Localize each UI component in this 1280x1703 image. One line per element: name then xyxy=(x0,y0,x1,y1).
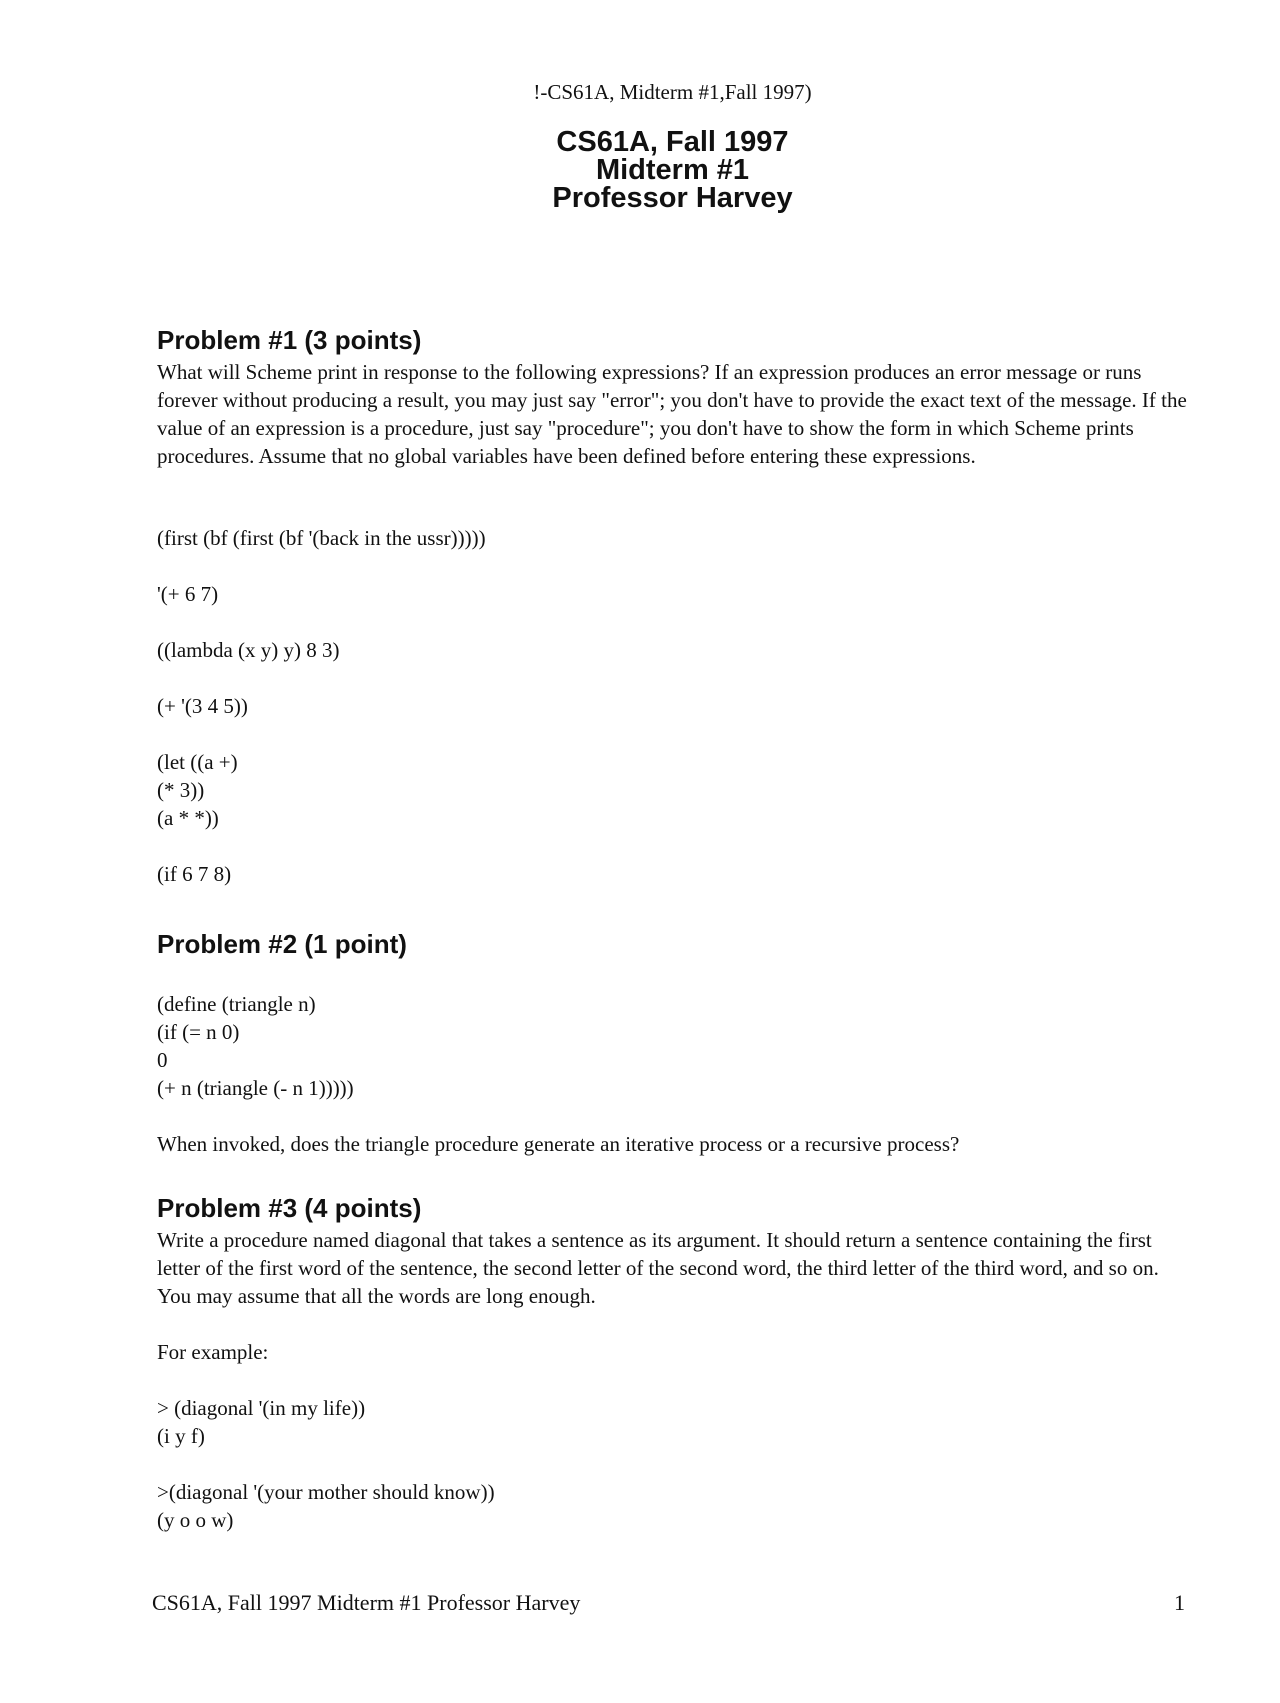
problem2-code-line: (if (= n 0) xyxy=(157,1020,240,1044)
problem2-code-line: 0 xyxy=(157,1048,168,1072)
problem1-heading: Problem #1 (3 points) xyxy=(157,325,422,355)
problem3-heading: Problem #3 (4 points) xyxy=(157,1193,422,1223)
problem2-code-line: (define (triangle n) xyxy=(157,992,316,1016)
problem3-example-line: (i y f) xyxy=(157,1424,205,1448)
title-course: CS61A, Fall 1997 xyxy=(556,126,789,158)
problem3-example-line: (y o o w) xyxy=(157,1508,234,1532)
problem2-heading: Problem #2 (1 point) xyxy=(157,929,407,959)
footer-text: CS61A, Fall 1997 Midterm #1 Professor Harvey xyxy=(152,1590,581,1615)
problem1-expression: (a * *)) xyxy=(157,806,219,830)
problem1-expression: (* 3)) xyxy=(157,778,205,802)
problem1-expression: ((lambda (x y) y) 8 3) xyxy=(157,638,340,662)
page-number: 1 xyxy=(1174,1590,1185,1615)
problem1-expression: (+ '(3 4 5)) xyxy=(157,694,248,718)
problem1-expression: '(+ 6 7) xyxy=(157,582,219,606)
problem3-example-line: >(diagonal '(your mother should know)) xyxy=(157,1480,495,1504)
problem2-question: When invoked, does the triangle procedure generate an iterative process or a recursive process? xyxy=(157,1132,960,1156)
problem1-expression: (first (bf (first (bf '(back in the ussr))))) xyxy=(157,526,486,550)
problem1-instructions: What will Scheme print in response to the following expressions? If an expression produces an error message or runs forever without producing a result, you may just say "error"; you don't have to provide the exact text of the message. If the value of an expression is a procedure, just say "procedure"; you don't have to show the form in which Scheme prints procedures. Assume that no global variables have been defined before entering these expressions. xyxy=(157,360,1187,468)
problem2-code-line: (+ n (triangle (- n 1))))) xyxy=(157,1076,354,1100)
title-exam: Midterm #1 xyxy=(595,154,750,186)
problem1-expression: (if 6 7 8) xyxy=(157,862,232,886)
problem1-expression: (let ((a +) xyxy=(157,750,238,774)
problem3-example-label: For example: xyxy=(157,1340,269,1364)
problem3-example-line: > (diagonal '(in my life)) xyxy=(157,1396,366,1420)
header-note: !-CS61A, Midterm #1,Fall 1997) xyxy=(533,80,812,104)
problem3-instructions: Write a procedure named diagonal that takes a sentence as its argument. It should return a sentence containing the first letter of the first word of the sentence, the second letter of the second word, the third letter of the third word, and so on. You may assume that all the words are long enough. xyxy=(157,1228,1159,1308)
page-title xyxy=(0,128,1280,212)
title-professor: Professor Harvey xyxy=(552,182,793,214)
